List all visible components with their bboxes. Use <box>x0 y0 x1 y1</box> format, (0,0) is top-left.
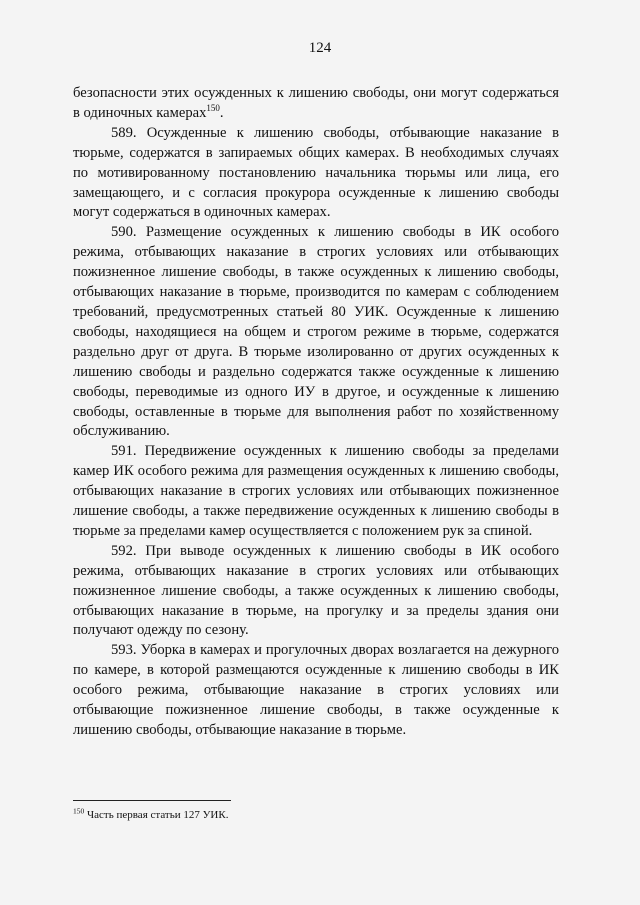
paragraph-589: 589. Осужденные к лишению свободы, отбывающие наказание в тюрьме, содержатся в запираемых общих камерах. В необходимых случаях по мотивированному постановлению начальника тюрьмы или лица, его замещающего, и с согласия прокурора осужденные к лишению свободы могут содержаться в одиночных камерах. <box>73 124 559 221</box>
footnote-divider <box>73 800 231 801</box>
paragraph-592: 592. При выводе осужденных к лишению свободы в ИК особого режима, отбывающих наказание в строгих условиях или отбывающих пожизненное лишение свободы, а также осужденных к лишению свободы, отбывающих наказание в тюрьме, на прогулку и за пределы здания они получают одежду по сезону. <box>73 542 559 639</box>
document-body <box>73 84 559 741</box>
footnote-reference: 150 <box>206 103 220 114</box>
paragraph-593: 593. Уборка в камерах и прогулочных дворах возлагается на дежурного по камере, в которой размещаются осужденные к лишению свободы в ИК особого режима, отбывающие наказание в строгих условиях или отбывающие пожизненное лишение свободы, в также осужденные к лишению свободы, отбывающие наказание в тюрьме. <box>73 642 559 738</box>
paragraph-text: безопасности этих осужденных к лишению свободы, они могут содержаться в одиночных камерах <box>73 85 559 121</box>
paragraph-suffix: . <box>219 104 224 121</box>
footnote <box>73 808 553 822</box>
footnote-number: 150 <box>73 806 85 816</box>
paragraph-continuation <box>73 84 559 124</box>
paragraph-590: 590. Размещение осужденных к лишению свободы в ИК особого режима, отбывающих наказание в строгих условиях или отбывающих пожизненное лишение свободы, в также осужденных к лишению свободы, отбывающих наказание в тюрьме, производится по камерам с соблюдением требований, предусмотренных статьей 80 УИК. Осужденные к лишению свободы, находящиеся на общем и строгом режиме в тюрьме, содержатся раздельно друг от друга. В тюрьме изолированно от других осужденных к лишению свободы и раздельно содержатся также осужденные к лишению свободы, переводимые из одного ИУ в другое, и осужденные к лишению свободы, оставленные в тюрьме для выполнения работ по хозяйственному обслуживанию. <box>73 224 559 440</box>
paragraph-591: 591. Передвижение осужденных к лишению свободы за пределами камер ИК особого режима для размещения осужденных к лишению свободы, отбывающих наказание в строгих условиях или отбывающих пожизненное лишение свободы, а также передвижение осужденных к лишению свободы в тюрьме за пределами камер осуществляется с положением рук за спиной. <box>73 443 559 539</box>
footnote-text: Часть первая статьи 127 УИК. <box>84 809 229 821</box>
page-number: 124 <box>308 40 332 56</box>
